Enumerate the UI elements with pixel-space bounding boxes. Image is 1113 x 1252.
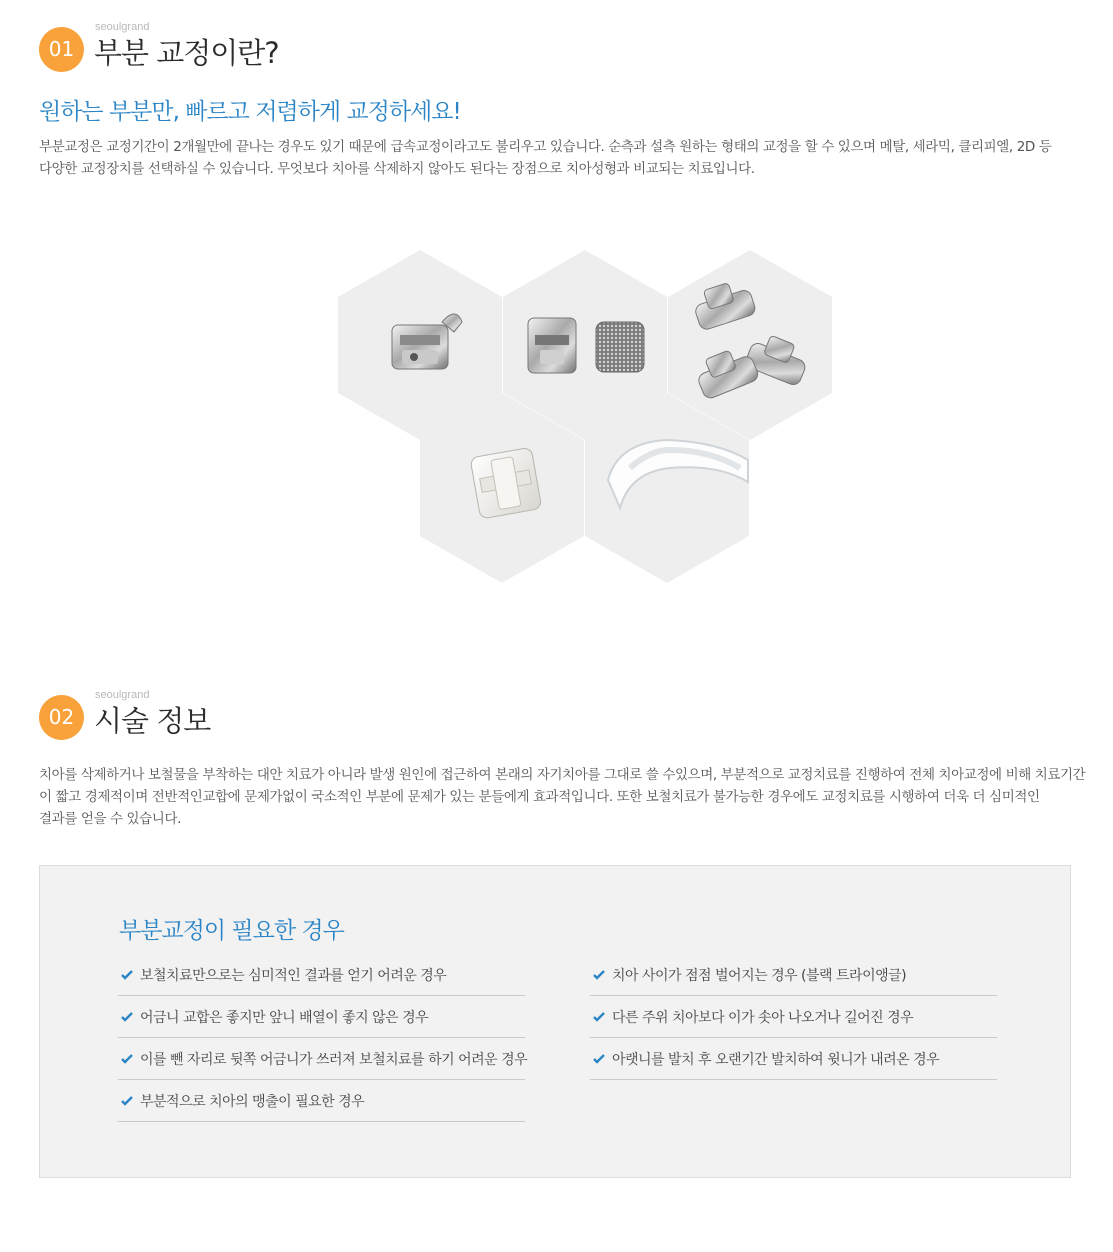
list-item xyxy=(590,954,997,996)
section-title: 부분 교정이란? xyxy=(94,36,279,70)
brand-label: seoulgrand xyxy=(95,689,150,701)
orthodontic-device-gallery xyxy=(330,240,850,600)
description-line: 다양한 교정장치를 선택하실 수 있습니다. 무엇보다 치아를 삭제하지 않아도 된다는 장점으로 치아성형과 비교되는 치료입니다. xyxy=(39,161,755,177)
list-item-text: 다른 주위 치아보다 이가 솟아 나오거나 길어진 경우 xyxy=(612,1009,914,1026)
check-icon xyxy=(120,1094,134,1108)
description-line: 결과를 얻을 수 있습니다. xyxy=(39,811,181,827)
list-item xyxy=(118,1038,528,1080)
check-icon xyxy=(120,1052,134,1066)
needs-list-right xyxy=(590,954,997,1080)
list-item-text: 부분적으로 치아의 맹출이 필요한 경우 xyxy=(140,1093,365,1110)
check-icon xyxy=(592,1010,606,1024)
list-item-text: 치아 사이가 점점 벌어지는 경우 (블랙 트라이앵글) xyxy=(612,967,907,984)
list-item xyxy=(118,1080,525,1122)
list-item xyxy=(590,1038,997,1080)
section-title: 시술 정보 xyxy=(94,704,211,738)
check-icon xyxy=(592,968,606,982)
section-description xyxy=(39,136,1051,180)
brand-label: seoulgrand xyxy=(95,21,150,33)
list-item xyxy=(590,996,997,1038)
section-number-badge: 01 xyxy=(39,27,84,72)
needs-title: 부분교정이 필요한 경우 xyxy=(119,918,344,944)
description-line: 치아를 삭제하거나 보철물을 부착하는 대안 치료가 아니라 발생 원인에 접근하여 본래의 자기치아를 그대로 쓸 수있으며, 부분적으로 교정치료를 진행하여 전체 치아교정에 비해 치료기간 xyxy=(39,767,1086,783)
description-line: 부분교정은 교정기간이 2개월만에 끝나는 경우도 있기 때문에 급속교정이라고도 불리우고 있습니다. 순측과 설측 원하는 형태의 교정을 할 수 있으며 메탈, 세라믹, 클리피엘, 2D 등 xyxy=(39,139,1052,155)
list-item-text: 어금니 교합은 좋지만 앞니 배열이 좋지 않은 경우 xyxy=(140,1009,429,1026)
section-description xyxy=(39,764,1085,830)
check-icon xyxy=(120,968,134,982)
section-number-badge: 02 xyxy=(39,695,84,740)
check-icon xyxy=(592,1052,606,1066)
partial-ortho-needs-box xyxy=(39,865,1071,1178)
list-item xyxy=(118,954,525,996)
list-item-text: 보철치료만으로는 심미적인 결과를 얻기 어려운 경우 xyxy=(140,967,447,984)
description-line: 이 짧고 경제적이며 전반적인교합에 문제가없이 국소적인 부분에 문제가 있는 분들에게 효과적입니다. 또한 보철치료가 불가능한 경우에도 교정치료를 시행하여 더욱 더 심미적인 xyxy=(39,789,1040,805)
list-item xyxy=(118,996,525,1038)
needs-list-left xyxy=(118,954,528,1122)
list-item-text: 아랫니를 발치 후 오랜기간 발치하여 윗니가 내려온 경우 xyxy=(612,1051,940,1068)
list-item-text: 이를 뺀 자리로 뒷쪽 어금니가 쓰러져 보철치료를 하기 어려운 경우 xyxy=(140,1051,528,1068)
section-headline: 원하는 부분만, 빠르고 저렴하게 교정하세요! xyxy=(39,99,461,125)
check-icon xyxy=(120,1010,134,1024)
